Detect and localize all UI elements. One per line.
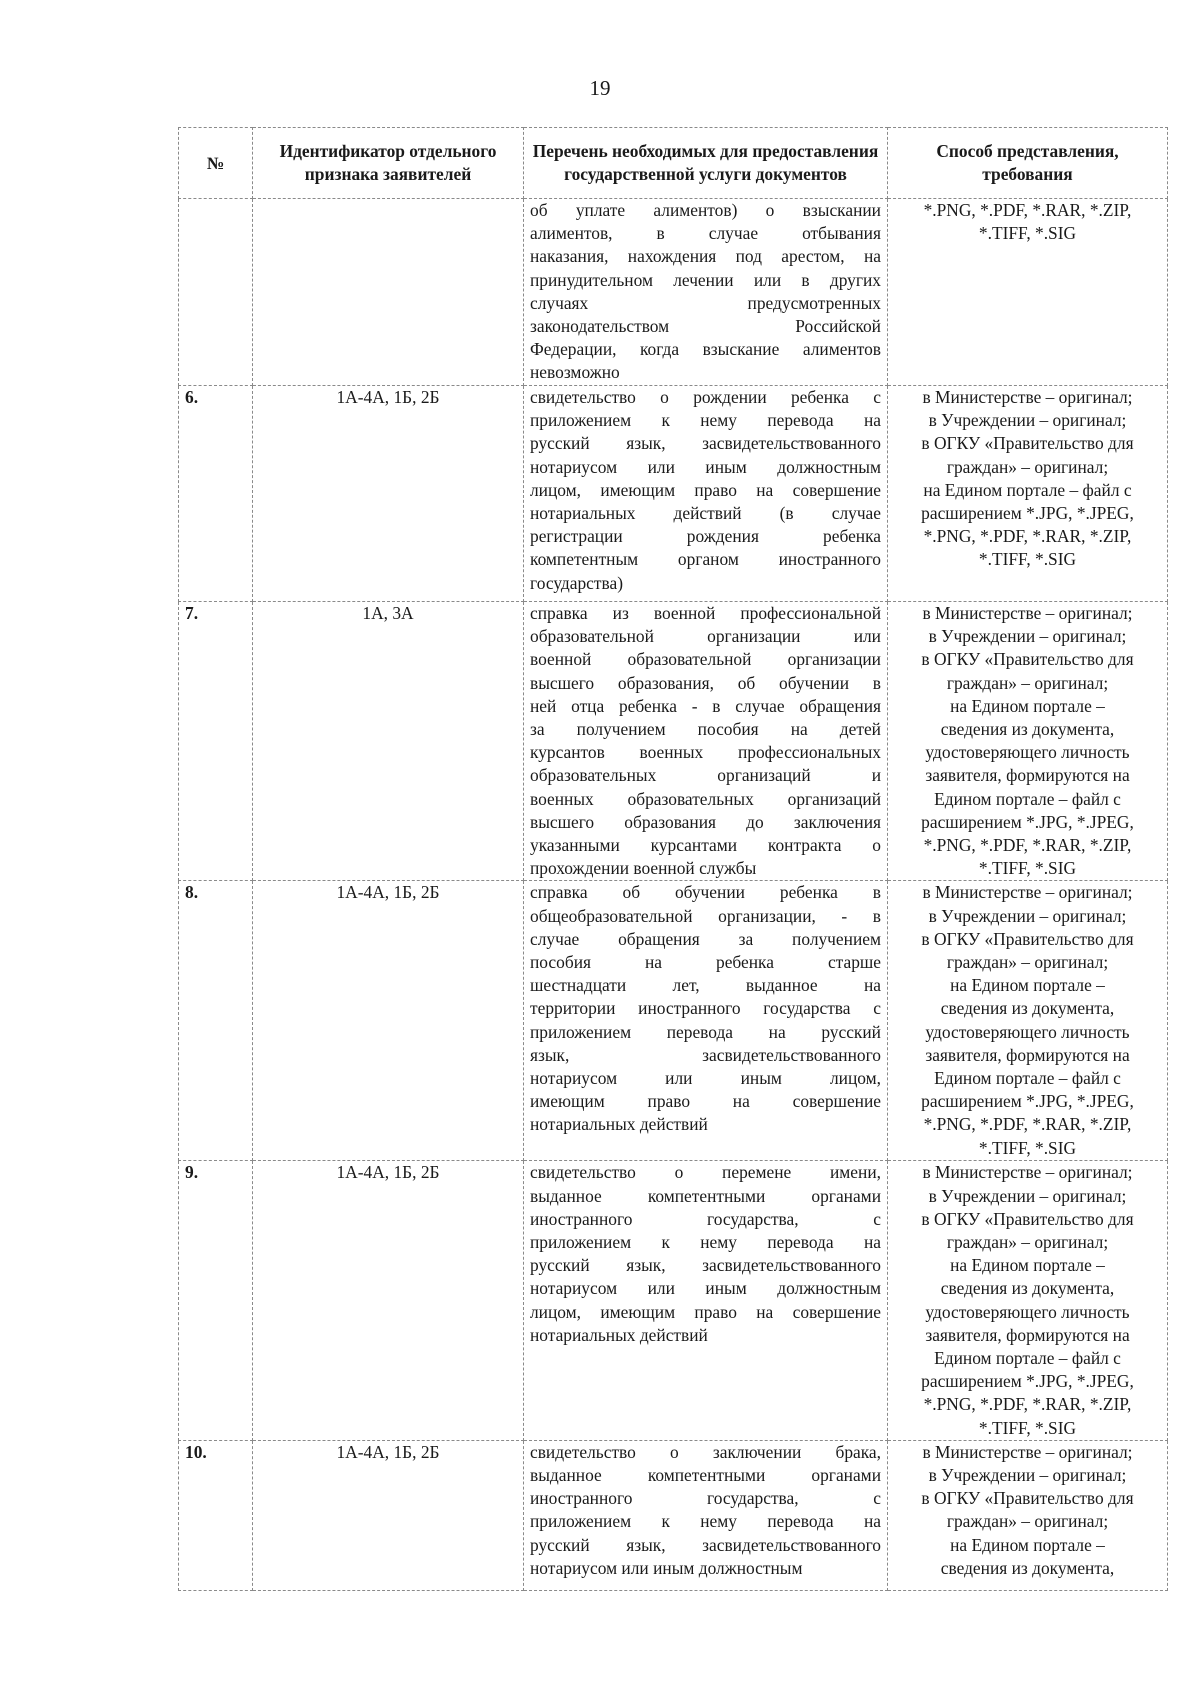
- table-row: [179, 1161, 1168, 1440]
- method-text-line: *.PNG, *.PDF, *.RAR, *.ZIP,: [923, 1394, 1132, 1415]
- method-text-line: удостоверяющего личность: [925, 742, 1130, 763]
- document-text-line: наказания, нахождения под арестом, на: [530, 246, 881, 267]
- method-text-line: граждан» – оригинал;: [946, 1232, 1109, 1253]
- method-text-line: удостоверяющего личность: [925, 1021, 1130, 1042]
- document-text-line: справка об обучении ребенка в: [530, 882, 881, 903]
- method-text-line: *.PNG, *.PDF, *.RAR, *.ZIP,: [923, 835, 1132, 856]
- table-row: [179, 1440, 1168, 1590]
- document-text-line: высшего образования до заключения: [530, 811, 881, 832]
- method-text-line: в ОГКУ «Правительство для: [921, 433, 1134, 454]
- row-number: 6.: [179, 386, 253, 602]
- method-text-line: *.PNG, *.PDF, *.RAR, *.ZIP,: [923, 526, 1132, 547]
- document-text-line: свидетельство о заключении брака,: [530, 1441, 881, 1462]
- method-text-line: заявителя, формируются на: [925, 1044, 1130, 1065]
- table-row: [179, 199, 1168, 386]
- row-documents: [524, 1161, 888, 1440]
- row-submission-method: [888, 199, 1168, 386]
- document-text-line: иностранного государства, с: [530, 1208, 881, 1229]
- document-text-line: прохождении военной службы: [530, 858, 757, 879]
- method-text-line: сведения из документа,: [940, 1557, 1115, 1578]
- row-number: 10.: [179, 1440, 253, 1590]
- method-text-line: граждан» – оригинал;: [946, 456, 1109, 477]
- header-documents: Перечень необходимых для предоставления государственной услуги документов: [524, 128, 888, 199]
- row-number: [179, 199, 253, 386]
- method-text-line: заявителя, формируются на: [925, 765, 1130, 786]
- document-text-line: случае обращения за получением: [530, 928, 881, 949]
- document-text-line: курсантов военных профессиональных: [530, 742, 881, 763]
- document-text-line: иностранного государства, с: [530, 1488, 881, 1509]
- table-header-row: [179, 128, 1168, 199]
- document-text-line: нотариусом или иным должностным: [530, 456, 881, 477]
- method-text-line: *.PNG, *.PDF, *.RAR, *.ZIP,: [923, 1114, 1132, 1135]
- document-text-line: русский язык, засвидетельствованного: [530, 433, 881, 454]
- document-text-line: русский язык, засвидетельствованного: [530, 1255, 881, 1276]
- document-text-line: нотариальных действий: [530, 1114, 708, 1135]
- method-text-line: сведения из документа,: [940, 1278, 1115, 1299]
- row-submission-method: [888, 386, 1168, 602]
- document-text-line: ней отца ребенка - в случае обращения: [530, 695, 881, 716]
- method-text-line: в Министерстве – оригинал;: [922, 1162, 1133, 1183]
- method-text-line: *.TIFF, *.SIG: [978, 549, 1077, 570]
- row-identifiers: 1А-4А, 1Б, 2Б: [253, 1440, 524, 1590]
- document-text-line: нотариусом или иным должностным: [530, 1278, 881, 1299]
- document-text-line: язык, засвидетельствованного: [530, 1044, 881, 1065]
- document-text-line: приложением перевода на русский: [530, 1021, 881, 1042]
- document-text-line: нотариальных действий (в случае: [530, 503, 881, 524]
- method-text-line: *.TIFF, *.SIG: [978, 223, 1077, 244]
- method-text-line: сведения из документа,: [940, 719, 1115, 740]
- method-text-line: в Учреждении – оригинал;: [928, 1465, 1127, 1486]
- method-text-line: в Министерстве – оригинал;: [922, 882, 1133, 903]
- row-identifiers: 1А-4А, 1Б, 2Б: [253, 1161, 524, 1440]
- document-text-line: выданное компетентными органами: [530, 1465, 881, 1486]
- document-text-line: за получением пособия на детей: [530, 719, 881, 740]
- document-text-line: алиментов, в случае отбывания: [530, 223, 881, 244]
- row-documents: [524, 386, 888, 602]
- method-text-line: в ОГКУ «Правительство для: [921, 1208, 1134, 1229]
- document-text-line: об уплате алиментов) о взыскании: [530, 200, 881, 220]
- document-text-line: принудительном лечении или в других: [530, 269, 881, 290]
- table-row: [179, 386, 1168, 602]
- method-text-line: Едином портале – файл с: [934, 788, 1121, 809]
- method-text-line: граждан» – оригинал;: [946, 1511, 1109, 1532]
- document-text-line: военной образовательной организации: [530, 649, 881, 670]
- method-text-line: Едином портале – файл с: [934, 1348, 1121, 1369]
- document-text-line: Федерации, когда взыскание алиментов: [530, 339, 881, 360]
- method-text-line: сведения из документа,: [940, 998, 1115, 1019]
- document-text-line: регистрации рождения ребенка: [530, 526, 881, 547]
- document-text-line: имеющим право на совершение: [530, 1091, 881, 1112]
- header-method: Способ представления, требования: [888, 128, 1168, 199]
- table-body: [179, 199, 1168, 1591]
- row-documents: [524, 199, 888, 386]
- method-text-line: расширением *.JPG, *.JPEG,: [921, 811, 1134, 832]
- document-text-line: пособия на ребенка старше: [530, 952, 881, 973]
- method-text-line: заявителя, формируются на: [925, 1324, 1130, 1345]
- document-text-line: справка из военной профессиональной: [530, 603, 881, 623]
- table-row: [179, 881, 1168, 1161]
- row-submission-method: [888, 881, 1168, 1161]
- method-text-line: граждан» – оригинал;: [946, 672, 1109, 693]
- method-text-line: в Министерстве – оригинал;: [922, 1441, 1133, 1462]
- row-submission-method: [888, 602, 1168, 881]
- header-identifier: Идентификатор отдельного признака заявителей: [253, 128, 524, 199]
- row-documents: [524, 1440, 888, 1590]
- method-text-line: расширением *.JPG, *.JPEG,: [921, 1371, 1134, 1392]
- document-text-line: нотариусом или иным лицом,: [530, 1068, 881, 1089]
- row-documents: [524, 602, 888, 881]
- document-text-line: выданное компетентными органами: [530, 1185, 881, 1206]
- document-text-line: случаях предусмотренных: [530, 292, 881, 313]
- method-text-line: *.TIFF, *.SIG: [978, 1417, 1077, 1438]
- table-row: [179, 602, 1168, 881]
- document-text-line: свидетельство о рождении ребенка с: [530, 387, 881, 407]
- document-text-line: нотариальных действий: [530, 1324, 708, 1345]
- row-identifiers: 1А-4А, 1Б, 2Б: [253, 386, 524, 602]
- method-text-line: в ОГКУ «Правительство для: [921, 1488, 1134, 1509]
- page-number: 19: [589, 76, 611, 100]
- row-identifiers: 1А-4А, 1Б, 2Б: [253, 881, 524, 1161]
- document-text-line: общеобразовательной организации, - в: [530, 905, 881, 926]
- method-text-line: на Едином портале –: [950, 1534, 1105, 1555]
- method-text-line: в Учреждении – оригинал;: [928, 1185, 1127, 1206]
- document-text-line: приложением к нему перевода на: [530, 410, 881, 431]
- document-text-line: шестнадцати лет, выданное на: [530, 975, 881, 996]
- document-text-line: образовательных организаций и: [530, 765, 881, 786]
- document-text-line: приложением к нему перевода на: [530, 1511, 881, 1532]
- document-text-line: приложением к нему перевода на: [530, 1232, 881, 1253]
- method-text-line: расширением *.JPG, *.JPEG,: [921, 503, 1134, 524]
- method-text-line: удостоверяющего личность: [925, 1301, 1130, 1322]
- document-text-line: указанными курсантами контракта о: [530, 835, 881, 856]
- document-text-line: лицом, имеющим право на совершение: [530, 1301, 881, 1322]
- document-text-line: лицом, имеющим право на совершение: [530, 479, 881, 500]
- row-number: 9.: [179, 1161, 253, 1440]
- method-text-line: на Едином портале –: [950, 695, 1105, 716]
- document-text-line: государства): [530, 572, 623, 593]
- document-text-line: невозможно: [530, 362, 620, 383]
- document-text-line: нотариусом или иным должностным: [530, 1557, 803, 1578]
- method-text-line: в Учреждении – оригинал;: [928, 626, 1127, 647]
- method-text-line: Едином портале – файл с: [934, 1068, 1121, 1089]
- method-text-line: *.PNG, *.PDF, *.RAR, *.ZIP,: [923, 200, 1132, 220]
- method-text-line: *.TIFF, *.SIG: [978, 858, 1077, 879]
- document-text-line: русский язык, засвидетельствованного: [530, 1534, 881, 1555]
- header-number: №: [179, 128, 253, 199]
- row-documents: [524, 881, 888, 1161]
- method-text-line: *.TIFF, *.SIG: [978, 1137, 1077, 1158]
- document-text-line: образовательной организации или: [530, 626, 881, 647]
- method-text-line: на Едином портале – файл с: [923, 479, 1132, 500]
- method-text-line: в ОГКУ «Правительство для: [921, 649, 1134, 670]
- document-text-line: компетентным органом иностранного: [530, 549, 881, 570]
- row-submission-method: [888, 1440, 1168, 1590]
- method-text-line: граждан» – оригинал;: [946, 952, 1109, 973]
- row-submission-method: [888, 1161, 1168, 1440]
- method-text-line: в Министерстве – оригинал;: [922, 387, 1133, 407]
- documents-table: [178, 127, 1168, 1591]
- document-text-line: законодательством Российской: [530, 316, 881, 337]
- method-text-line: в ОГКУ «Правительство для: [921, 928, 1134, 949]
- document-text-line: территории иностранного государства с: [530, 998, 881, 1019]
- row-number: 7.: [179, 602, 253, 881]
- document-text-line: высшего образования, об обучении в: [530, 672, 881, 693]
- row-identifiers: [253, 199, 524, 386]
- row-identifiers: 1А, 3А: [253, 602, 524, 881]
- method-text-line: в Учреждении – оригинал;: [928, 905, 1127, 926]
- method-text-line: в Министерстве – оригинал;: [922, 603, 1133, 623]
- method-text-line: в Учреждении – оригинал;: [928, 410, 1127, 431]
- method-text-line: расширением *.JPG, *.JPEG,: [921, 1091, 1134, 1112]
- row-number: 8.: [179, 881, 253, 1161]
- method-text-line: на Едином портале –: [950, 975, 1105, 996]
- document-text-line: свидетельство о перемене имени,: [530, 1162, 881, 1183]
- method-text-line: на Едином портале –: [950, 1255, 1105, 1276]
- document-text-line: военных образовательных организаций: [530, 788, 881, 809]
